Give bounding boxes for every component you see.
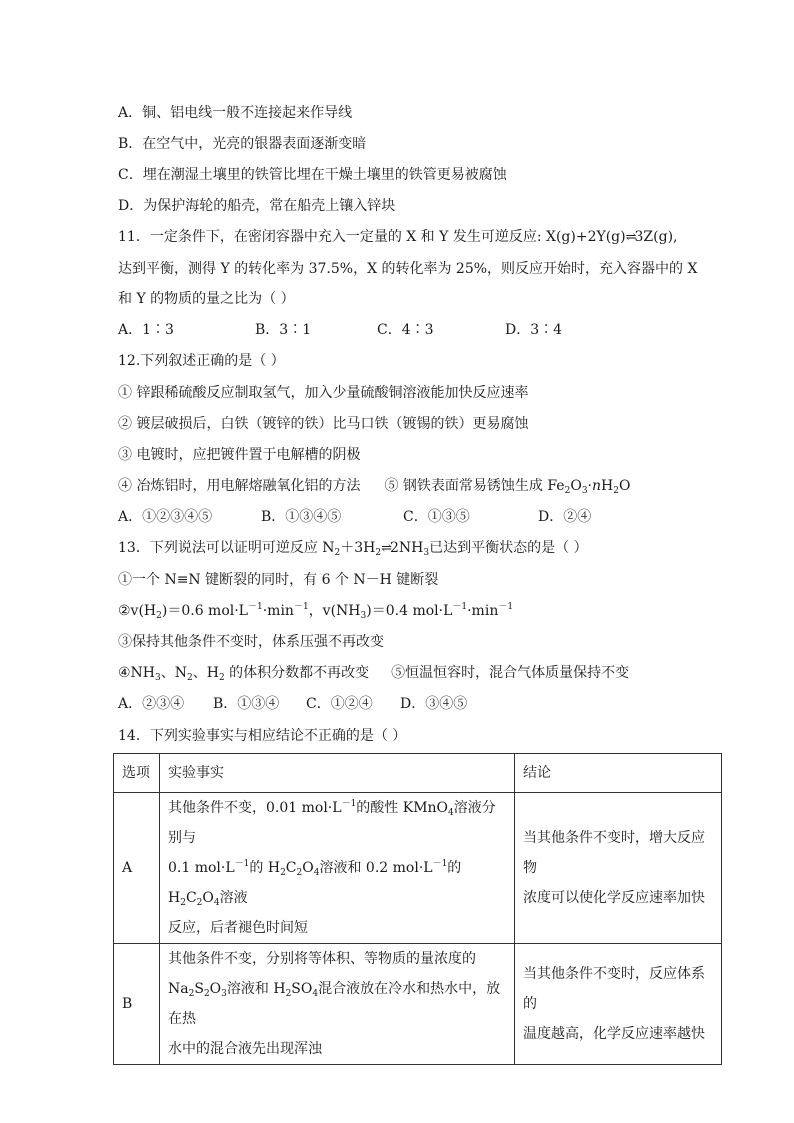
q13-item-4: $④NH_3$、$N_2$、$H_2$ 的体积分数都不再改变 (118, 665, 370, 683)
q12-items-4-5 (118, 477, 630, 495)
q13-item-3: ③保持其他条件不变时，体系压强不再改变 (118, 634, 384, 650)
table-row (114, 944, 722, 1065)
header-conclusion: 结论 (515, 754, 722, 793)
q12-item-4: ④ 冶炼铝时，用电解熔融氧化铝的方法 (118, 478, 361, 494)
q13-option-a: A．②③④ (118, 696, 185, 712)
table-header-row (114, 754, 722, 793)
q10-option-a: A．铜、铝电线一般不连接起来作导线 (118, 105, 353, 121)
row-b-fact: 其他条件不变，分别将等体积、等物质的量浓度的 $Na_2S_2O_3$溶液和 $H_2SO_4$混合液放在冷水和热水中，放在热 水中的混合液先出现浑浊 (160, 944, 515, 1065)
q11-option-a: A．1∶3 (118, 322, 174, 338)
reversible-arrow-icon: ⇌ (381, 541, 391, 556)
q11-option-c: C．4∶3 (377, 322, 434, 338)
q12-option-c: C．①③⑤ (403, 509, 470, 525)
q14-stem: 14．下列实验事实与相应结论不正确的是（ ） (118, 728, 407, 744)
row-a-label: A (114, 793, 160, 944)
row-b-label: B (114, 944, 160, 1065)
q11-stem-end: 3Z(g), (634, 229, 678, 245)
header-fact: 实验事实 (160, 754, 515, 793)
table-row (114, 793, 722, 944)
q11-option-b: B．3∶1 (255, 322, 312, 338)
q13-item-2: $②v(H_2)=0.6$ $mol\cdot L^{-1}\cdot\min^{-1}$，$v(NH_3)=0.4$ $mol\cdot L^{-1}\cdot\min^{-1}$ (118, 602, 514, 621)
q12-item-1: ① 锌跟稀硫酸反应制取氢气，加入少量硫酸铜溶液能加快反应速率 (118, 385, 529, 401)
q12-option-b: B．①③④⑤ (261, 509, 342, 525)
q11-stem-line3: 和 Y 的物质的量之比为（ ） (118, 291, 295, 307)
row-a-fact: 其他条件不变，0.01 $mol\cdot L^{-1}$的酸性 KMnO$_4$溶液分别与 0.1 $mol\cdot L^{-1}$的 $H_2C_2O_4$溶液和 0.2 $mol\cdot L^{-1}$的 $H_2C_2O_4$溶液 反应，后者褪色时间短 (160, 793, 515, 944)
q13-stem: 13．下列说法可以证明可逆反应 $N_2+3H_2\rightleftharpoons 2NH_3$已达到平衡状态的是（ ） (118, 540, 588, 558)
row-b-conclusion: 当其他条件不变时，反应体系的 温度越高，化学反应速率越快 (515, 944, 722, 1065)
q10-option-b: B．在空气中，光亮的银器表面逐渐变暗 (118, 136, 367, 152)
q14-table (113, 753, 722, 1065)
q13-item-5: ⑤恒温恒容时，混合气体质量保持不变 (391, 665, 630, 681)
q12-item-2: ② 镀层破损后，白铁（镀锌的铁）比马口铁（镀锡的铁）更易腐蚀 (118, 416, 529, 432)
q13-items-4-5 (118, 664, 629, 682)
q12-item-5: ⑤ 钢铁表面常易锈蚀生成 $Fe_2O_3\cdot nH_2O$ (384, 478, 631, 496)
q13-option-b: B．①③④ (213, 696, 280, 712)
reversible-arrow-icon: ⇌ (625, 230, 635, 245)
row-a-conclusion: 当其他条件不变时，增大反应物 浓度可以使化学反应速率加快 (515, 793, 722, 944)
q10-option-d: D．为保护海轮的船壳，常在船壳上镶入锌块 (118, 198, 396, 214)
q12-option-d: D．②④ (538, 509, 592, 525)
q11-stem-line2: 达到平衡，测得 Y 的转化率为 37.5%，X 的转化率为 25%，则反应开始时，充入容器中的 X (118, 261, 698, 277)
q10-option-c: C．埋在潮湿土壤里的铁管比埋在干燥土壤里的铁管更易被腐蚀 (118, 167, 507, 183)
q11-stem-line1 (118, 228, 678, 247)
q12-stem: 12.下列叙述正确的是（ ） (118, 353, 285, 369)
q12-item-3: ③ 电镀时，应把镀件置于电解槽的阴极 (118, 447, 361, 463)
header-option: 选项 (114, 754, 160, 793)
q12-option-a: A．①②③④⑤ (118, 509, 213, 525)
q13-item-1: ①一个 N≡N 键断裂的同时，有 6 个 N－H 键断裂 (118, 572, 439, 588)
q11-option-d: D．3∶4 (505, 322, 563, 338)
q13-option-c: C．①②④ (306, 696, 373, 712)
q11-stem-text: 11．一定条件下，在密闭容器中充入一定量的 X 和 Y 发生可逆反应: X(g)+2Y(g) (118, 229, 626, 245)
q13-option-d: D．③④⑤ (400, 696, 468, 712)
